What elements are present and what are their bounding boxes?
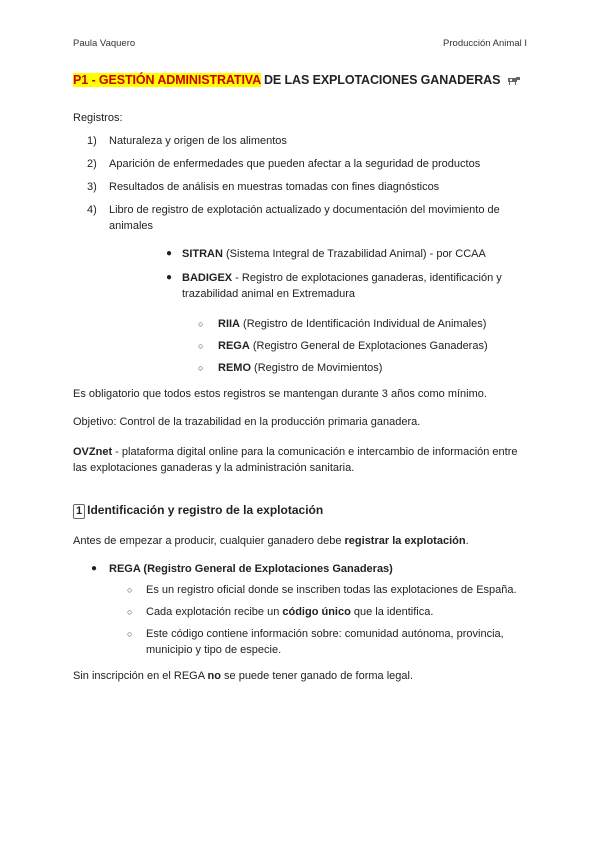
circle-bullet-icon: ○: [127, 585, 133, 595]
closing-paragraph: Sin inscripción en el REGA no se puede tener ganado de forma legal.: [73, 670, 413, 682]
cow-icon: [507, 76, 521, 85]
title-rest: DE LAS EXPLOTACIONES GANADERAS: [260, 73, 501, 87]
circle-bullet-icon: ○: [198, 319, 204, 329]
list-item: ○ REMO (Registro de Movimientos): [198, 362, 383, 374]
list-item: 2) Aparición de enfermedades que pueden afectar a la seguridad de productos: [87, 158, 481, 170]
rega-sub-list: [73, 582, 533, 658]
bullet-icon: ●: [166, 272, 173, 283]
list-item: 4) Libro de registro de explotación actualizado y documentación del movimiento de animales ● SITRAN (Sistema Integral de Trazabilidad Animal) - por CCAA ● BADIGEX - Registro de explotaciones ganaderas, identificación y trazabilidad animal en Extremadura ○ RIIA (Registro de Identificación Individual de Animales) ○ REGA (Registro General de Explotaciones Ganaderas) ○ REMO (Registro de Movimientos): [73, 202, 533, 376]
title-highlight: P1 - GESTIÓN ADMINISTRATIVA: [73, 73, 261, 87]
section-heading: 1 Identificación y registro de la explotación: [73, 502, 533, 519]
objetivo-paragraph: Objetivo: Control de la trazabilidad en la producción primaria ganadera.: [73, 416, 421, 428]
header-author: Paula Vaquero: [73, 38, 136, 49]
list-item: 3) Resultados de análisis en muestras tomadas con fines diagnósticos: [87, 181, 440, 193]
intro-paragraph: Antes de empezar a producir, cualquier ganadero debe registrar la explotación.: [73, 535, 469, 547]
bullet-list: [109, 246, 533, 376]
document-body: [73, 72, 533, 684]
list-item: ● SITRAN (Sistema Integral de Trazabilidad Animal) - por CCAA: [166, 248, 486, 260]
ovznet-paragraph: OVZnet - plataforma digital online para la comunicación e intercambio de información entre las explotaciones ganaderas y la administración sanitaria.: [73, 446, 518, 474]
list-item: ● BADIGEX - Registro de explotaciones ganaderas, identificación y trazabilidad animal en Extremadura ○ RIIA (Registro de Identificación Individual de Animales) ○ REGA (Registro General de Explotaciones Ganaderas) ○ REMO (Registro de Movimientos): [109, 270, 533, 376]
rega-list: [73, 561, 533, 658]
bullet-icon: ●: [91, 563, 98, 574]
list-item: 1) Naturaleza y origen de los alimentos: [87, 135, 287, 147]
circle-bullet-icon: ○: [127, 629, 133, 639]
page-title: [73, 72, 533, 88]
keycap-number-icon: 1: [73, 504, 85, 519]
registros-label: Registros:: [73, 112, 123, 124]
list-item: ○ RIIA (Registro de Identificación Individual de Animales): [198, 318, 487, 330]
list-item: ○ Este código contiene información sobre: comunidad autónoma, provincia, municipio y tipo de especie.: [127, 628, 504, 656]
list-item: ○ Cada explotación recibe un código único que la identifica.: [127, 606, 434, 618]
bullet-icon: ●: [166, 248, 173, 259]
obligatorio-paragraph: Es obligatorio que todos estos registros se mantengan durante 3 años como mínimo.: [73, 388, 487, 400]
header-subject: Producción Animal I: [443, 38, 527, 49]
list-item: ○ Es un registro oficial donde se inscriben todas las explotaciones de España.: [127, 584, 517, 596]
registros-list: [73, 133, 533, 376]
list-item: ○ REGA (Registro General de Explotaciones Ganaderas): [198, 340, 488, 352]
list-item: ● REGA (Registro General de Explotaciones Ganaderas) ○ Es un registro oficial donde se inscriben todas las explotaciones de España. ○ Cada explotación recibe un código único que la identifica. ○ Este código contiene información sobre: comunidad autónoma, provincia, municipio y tipo de especie.: [73, 561, 533, 658]
circle-bullet-icon: ○: [198, 341, 204, 351]
sub-bullet-list: [109, 316, 533, 376]
circle-bullet-icon: ○: [198, 363, 204, 373]
circle-bullet-icon: ○: [127, 607, 133, 617]
